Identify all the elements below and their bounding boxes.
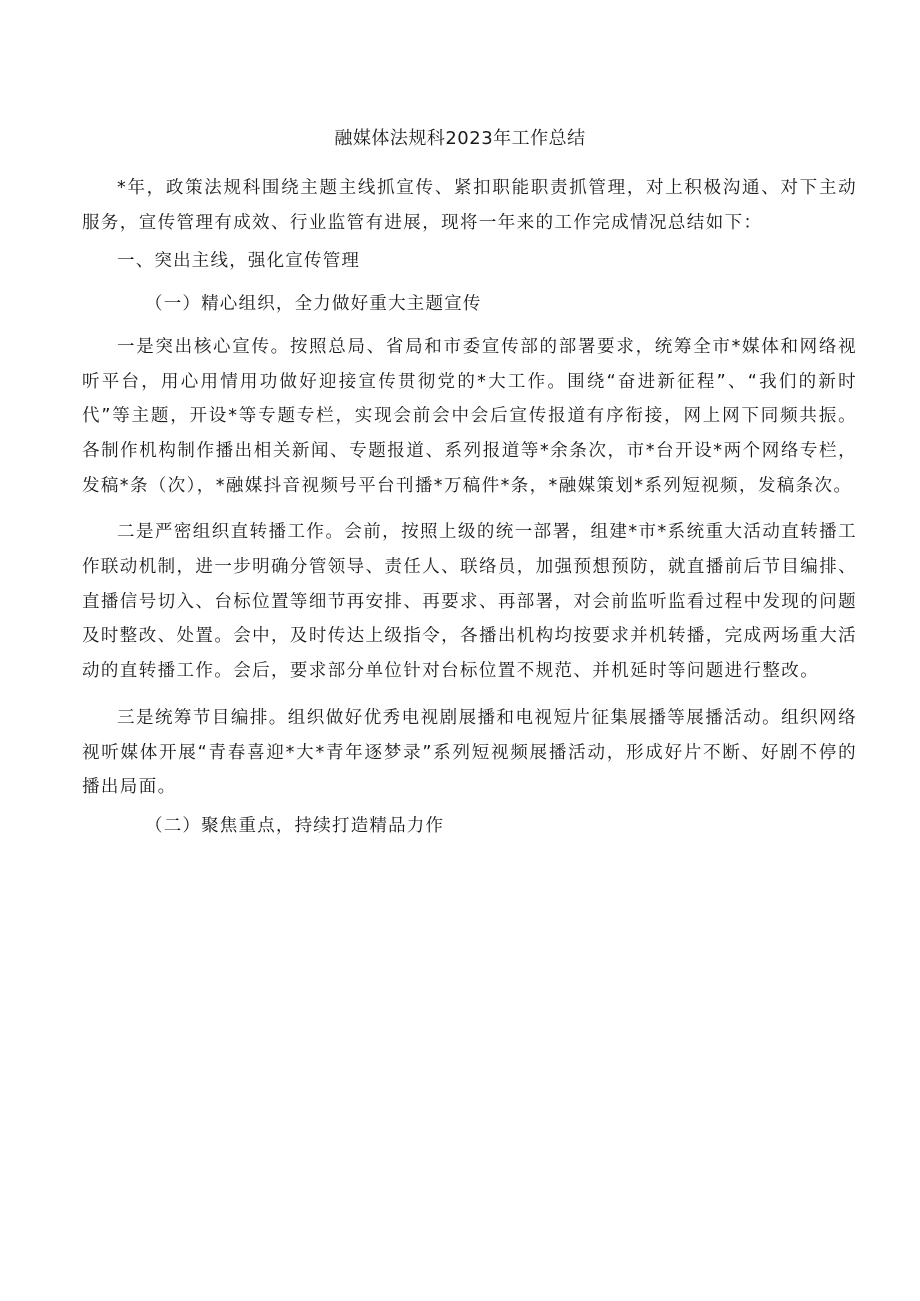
paragraph-program-scheduling: 三是统筹节目编排。组织做好优秀电视剧展播和电视短片征集展播等展播活动。组织网络视听媒体开展“青春喜迎*大*青年逐梦录”系列短视频展播活动，形成好片不断、好剧不停的播出局面。 (82, 707, 857, 798)
paragraph-live-broadcast: 二是严密组织直转播工作。会前，按照上级的统一部署，组建*市*系统重大活动直转播工作联动机制，进一步明确分管领导、责任人、联络员，加强预想预防，就直播前后节目编排、直播信号切入、台标位置等细节再安排、再要求、再部署，对会前监听监看过程中发现的问题及时整改、处置。会中，及时传达上级指令，各播出机构均按要求并机转播，完成两场重大活动的直转播工作。会后，要求部分单位针对台标位置不规范、并机延时等问题进行整改。 (82, 522, 857, 682)
document-title: 融媒体法规科2023年工作总结 (334, 128, 586, 149)
intro-paragraph: *年，政策法规科围绕主题主线抓宣传、紧扣职能职责抓管理，对上积极沟通、对下主动服务，宣传管理有成效、行业监管有进展，现将一年来的工作完成情况总结如下： (82, 178, 857, 233)
section-heading-1: 一、突出主线，强化宣传管理 (117, 251, 361, 272)
subsection-heading-1: （一）精心组织，全力做好重大主题宣传 (145, 294, 482, 315)
paragraph-core-publicity: 一是突出核心宣传。按照总局、省局和市委宣传部的部署要求，统筹全市*媒体和网络视听平台，用心用情用功做好迎接宣传贯彻党的*大工作。围绕“奋进新征程”、“我们的新时代”等主题，开设*等专题专栏，实现会前会中会后宣传报道有序衔接，网上网下同频共振。各制作机构制作播出相关新闻、专题报道、系列报道等*余条次，市*台开设*两个网络专栏，发稿*条（次），*融媒抖音视频号平台刊播*万稿件*条，*融媒策划*系列短视频，发稿条次。 (82, 336, 857, 496)
subsection-heading-2: （二）聚焦重点，持续打造精品力作 (145, 815, 445, 836)
document-body (82, 171, 857, 844)
